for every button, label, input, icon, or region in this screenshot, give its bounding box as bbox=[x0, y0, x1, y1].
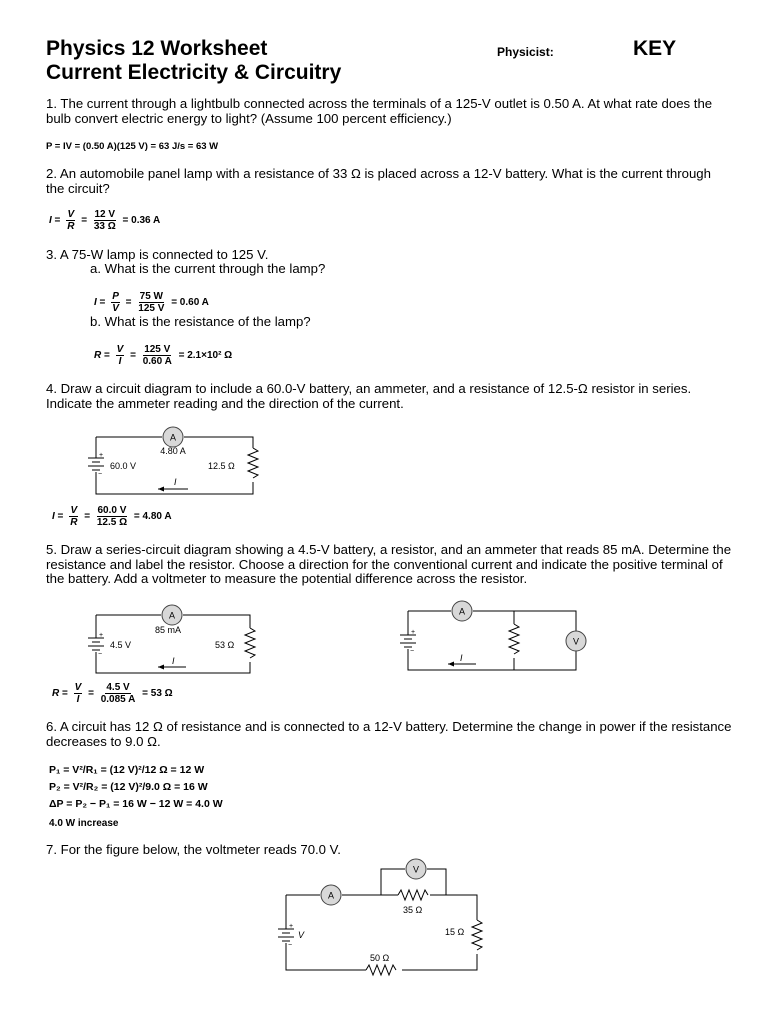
q7-plus: + bbox=[289, 923, 294, 930]
worksheet-subtitle: Current Electricity & Circuitry bbox=[46, 61, 342, 84]
q7-r2-label: 15 Ω bbox=[445, 927, 465, 937]
question-6: 6. A circuit has 12 Ω of resistance and is connected to a 12-V battery. Determine the change in power if the resistance decreases to 9.0 Ω. bbox=[46, 719, 732, 749]
answer-4: I = $\frac{V}{R}$ = $\frac{60.0 V}{12.5 \Omega}$ = 4.80 A bbox=[52, 505, 172, 528]
answer-3b: R = $\frac{V}{I}$ = $\frac{125 V}{0.60 A}$ = 2.1×10² Ω bbox=[94, 344, 233, 367]
answer-2: I = $\frac{V}{R}$ = $\frac{12 V}{33 \Omega}$ = 0.36 A bbox=[49, 209, 161, 232]
q4-minus: − bbox=[98, 471, 103, 478]
answer-2-frac1: $\frac{V}{R}$ bbox=[67, 209, 75, 232]
question-4: 4. Draw a circuit diagram to include a 60.0-V battery, an ammeter, and a resistance of 12.5-Ω resistor in series. Indicate the ammeter reading and the direction of the current. bbox=[46, 381, 692, 411]
question-3b: b. What is the resistance of the lamp? bbox=[90, 314, 311, 329]
q4-current-label: I bbox=[174, 477, 177, 487]
answer-2-frac2: $\frac{12 V}{33 \Omega}$ bbox=[93, 209, 116, 232]
q7-r3-label: 50 Ω bbox=[370, 953, 390, 963]
answer-2-lhs: I bbox=[49, 215, 52, 227]
physicist-value: KEY bbox=[633, 37, 677, 60]
q5a-current-label: I bbox=[172, 656, 175, 666]
question-5: 5. Draw a series-circuit diagram showing a 4.5-V battery, a resistor, and an ammeter that reads 85 mA. Determine the resistance and label the resistor. Choose a direction for the conventional current and indicate the positive terminal of the battery. Add a voltmeter to measure the potential difference across the resistor. bbox=[46, 542, 732, 587]
answer-5: R = $\frac{V}{I}$ = $\frac{4.5 V}{0.085 A}$ = 53 Ω bbox=[52, 682, 173, 705]
q7-resistor-50 bbox=[366, 965, 396, 975]
q4-ammeter-symbol: A bbox=[169, 432, 177, 443]
q7-ammeter-symbol: A bbox=[327, 890, 335, 901]
answer-6-line2: P₂ = V²/R₂ = (12 V)²/9.0 Ω = 16 W bbox=[49, 781, 208, 793]
q5a-battery-label: 4.5 V bbox=[110, 640, 132, 650]
question-7: 7. For the figure below, the voltmeter reads 70.0 V. bbox=[46, 842, 341, 857]
question-1: 1. The current through a lightbulb connected across the terminals of a 125-V outlet is 0.50 A. At what rate does the bulb convert electric energy to light? (Assume 100 percent efficiency.) bbox=[46, 96, 713, 126]
question-3: 3. A 75-W lamp is connected to 125 V. bbox=[46, 247, 269, 262]
worksheet-title: Physics 12 Worksheet bbox=[46, 37, 268, 60]
q5a-resistor-label: 53 Ω bbox=[215, 640, 235, 650]
question-3a: a. What is the current through the lamp? bbox=[90, 261, 326, 276]
q7-resistor-15 bbox=[472, 920, 482, 950]
answer-6-line4: 4.0 W increase bbox=[49, 818, 119, 829]
q7-voltmeter-symbol: V bbox=[412, 864, 420, 875]
q5b-ammeter-symbol: A bbox=[458, 606, 466, 617]
physicist-label: Physicist: bbox=[497, 45, 554, 59]
q5b-minus: − bbox=[410, 648, 415, 655]
q5b-current-label: I bbox=[460, 653, 463, 663]
answer-3a: I = $\frac{P}{V}$ = $\frac{75 W}{125 V}$ = 0.60 A bbox=[94, 291, 209, 314]
q5a-minus: − bbox=[98, 651, 103, 658]
q4-resistor-label: 12.5 Ω bbox=[208, 461, 235, 471]
q7-r1-label: 35 Ω bbox=[403, 905, 423, 915]
q5a-ammeter-reading: 85 mA bbox=[154, 625, 182, 635]
answer-6-line3: ΔP = P₂ − P₁ = 16 W − 12 W = 4.0 W bbox=[49, 798, 223, 810]
answer-6-line1: P₁ = V²/R₁ = (12 V)²/12 Ω = 12 W bbox=[49, 764, 205, 776]
question-2: 2. An automobile panel lamp with a resistance of 33 Ω is placed across a 12-V battery. What is the current through the circuit? bbox=[46, 166, 711, 196]
q5a-plus: + bbox=[99, 632, 104, 639]
q4-ammeter-reading: 4.80 A bbox=[160, 446, 186, 456]
q4-plus: + bbox=[99, 452, 104, 459]
q7-battery-label: V bbox=[298, 930, 305, 940]
q7-resistor-35 bbox=[398, 890, 428, 900]
q7-minus: − bbox=[288, 942, 293, 949]
q4-battery-label: 60.0 V bbox=[110, 461, 137, 471]
answer-1: P = IV = (0.50 A)(125 V) = 63 J/s = 63 W bbox=[46, 141, 219, 152]
q5b-voltmeter-symbol: V bbox=[572, 636, 580, 647]
answer-2-result: = 0.36 A bbox=[122, 215, 161, 227]
q5a-ammeter-symbol: A bbox=[168, 610, 176, 621]
q5b-plus: + bbox=[411, 629, 416, 636]
q7-battery bbox=[278, 929, 294, 941]
